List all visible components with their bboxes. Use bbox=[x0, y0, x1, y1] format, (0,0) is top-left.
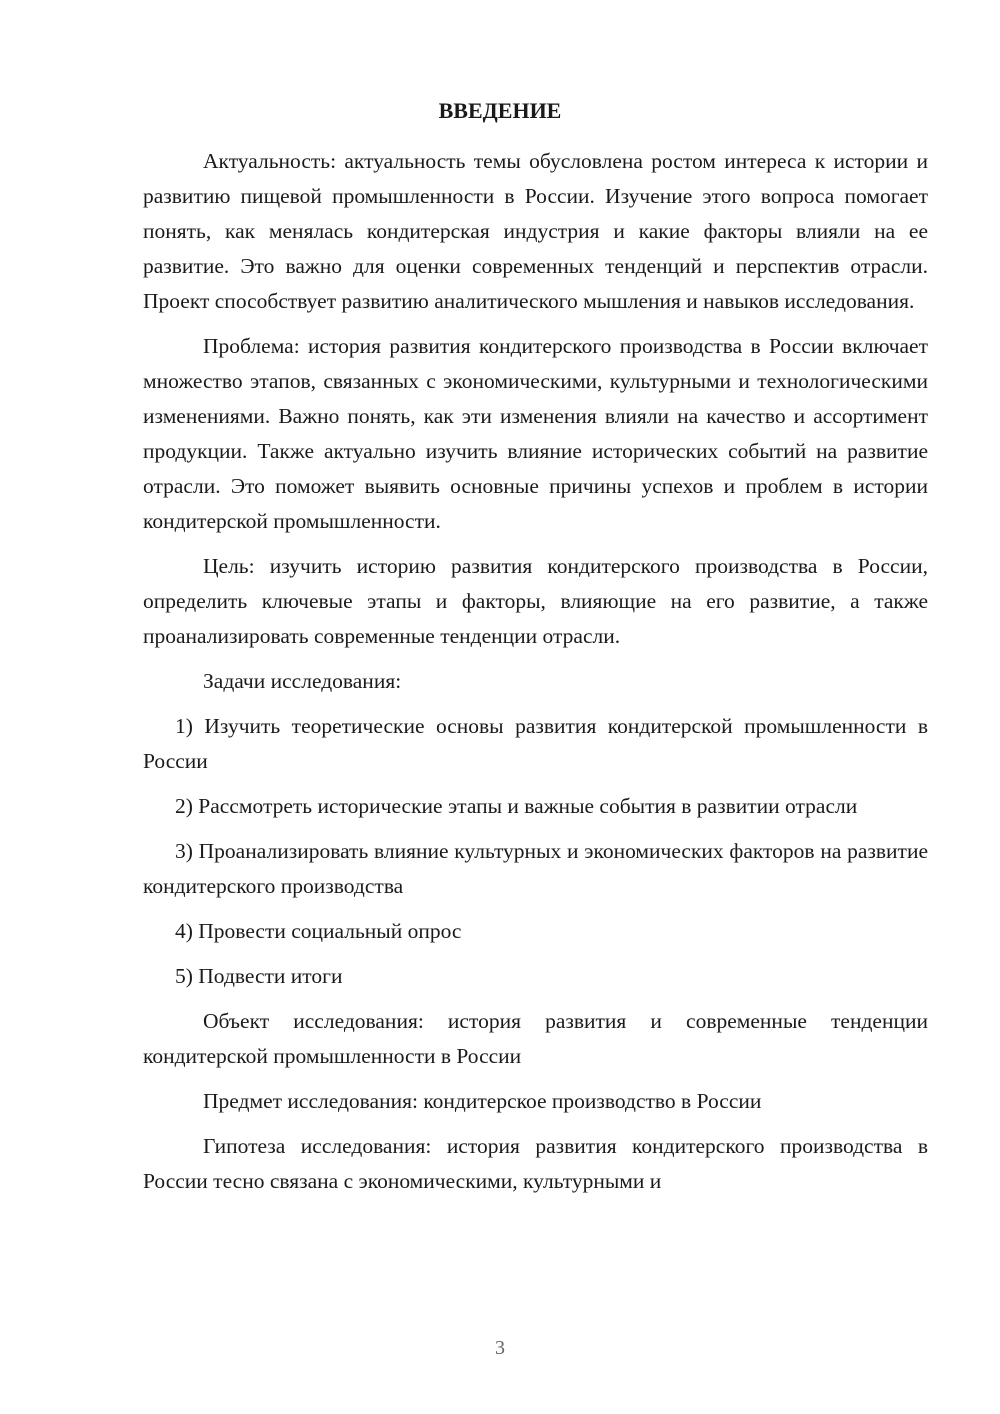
goal-paragraph: Цель: изучить историю развития кондитерского производства в России, определить ключевые этапы и факторы, влияющие на его развитие, а также проанализировать современные тенденции отрасли. bbox=[143, 554, 928, 648]
hypothesis-paragraph: Гипотеза исследования: история развития кондитерского производства в России тесно связана с экономическими, культурными и bbox=[143, 1134, 928, 1193]
subject-paragraph: Предмет исследования: кондитерское производство в России bbox=[203, 1089, 762, 1113]
page-number: 3 bbox=[495, 1337, 505, 1359]
task-item-2: 2) Рассмотреть исторические этапы и важные события в развитии отрасли bbox=[175, 794, 858, 818]
problem-paragraph: Проблема: история развития кондитерского производства в России включает множество этапов, связанных с экономическими, культурными и технологическими изменениями. Важно понять, как эти изменения влияли на качество и ассортимент продукции. Также актуально изучить влияние исторических событий на развитие отрасли. Это поможет выявить основные причины успехов и проблем в истории кондитерской промышленности. bbox=[143, 334, 928, 533]
task-item-1: 1) Изучить теоретические основы развития кондитерской промышленности в России bbox=[143, 714, 928, 773]
page-title: ВВЕДЕНИЕ bbox=[438, 98, 562, 123]
relevance-paragraph: Актуальность: актуальность темы обусловлена ростом интереса к истории и развитию пищевой промышленности в России. Изучение этого вопроса помогает понять, как менялась кондитерская индустрия и какие факторы влияли на ее развитие. Это важно для оценки современных тенденций и перспектив отрасли. Проект способствует развитию аналитического мышления и навыков исследования. bbox=[143, 149, 928, 313]
task-item-4: 4) Провести социальный опрос bbox=[175, 919, 462, 943]
task-item-5: 5) Подвести итоги bbox=[175, 964, 343, 988]
tasks-heading: Задачи исследования: bbox=[203, 669, 402, 693]
task-item-3: 3) Проанализировать влияние культурных и экономических факторов на развитие кондитерского производства bbox=[143, 839, 928, 898]
object-paragraph: Объект исследования: история развития и современные тенденции кондитерской промышленности в России bbox=[143, 1009, 928, 1068]
document-body bbox=[143, 144, 928, 1199]
